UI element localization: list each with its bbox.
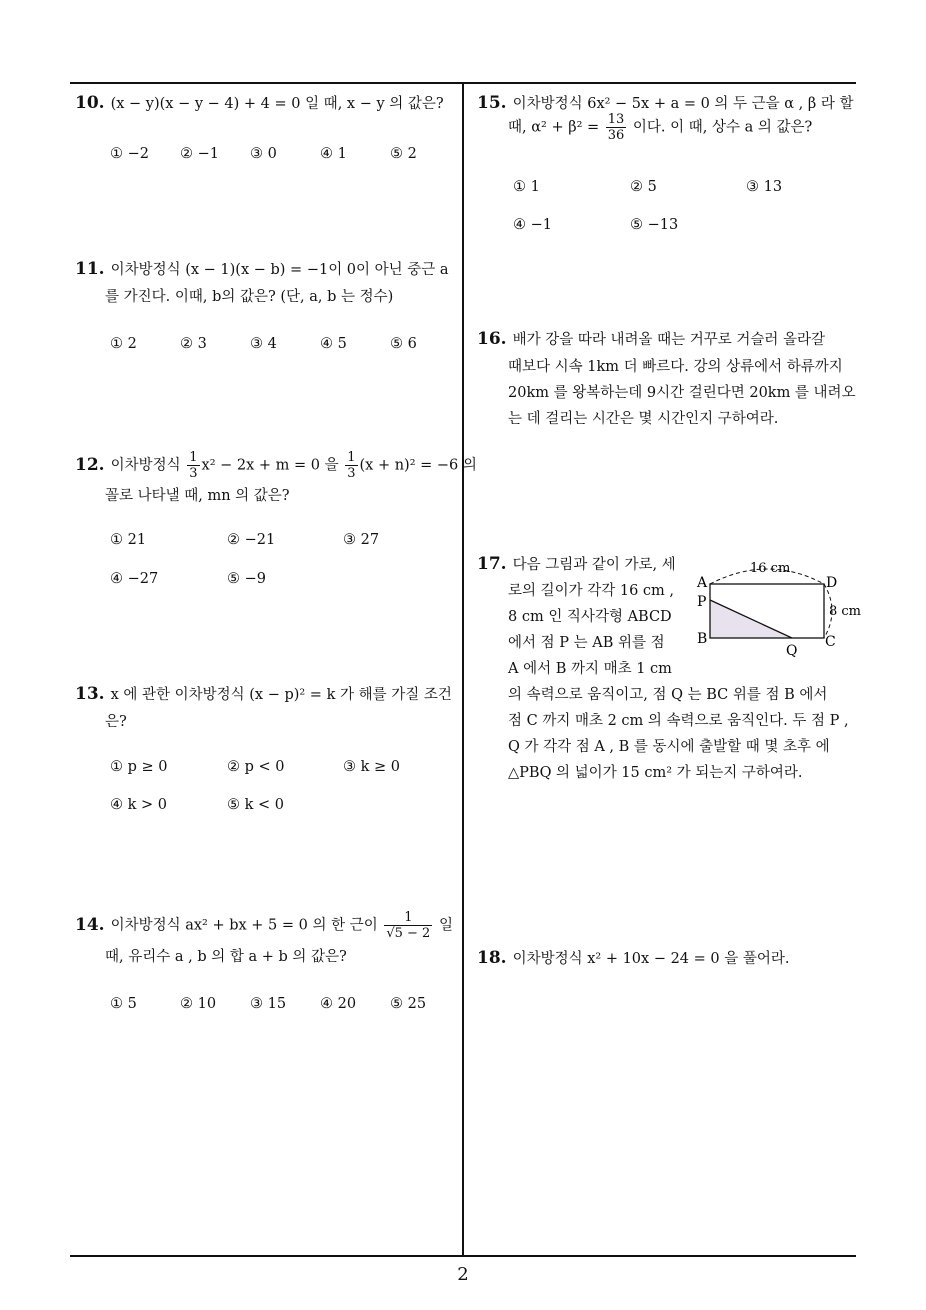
question-number: 15. [477,93,507,113]
option-2[interactable]: ② p < 0 [227,759,285,775]
question-text-line2: 를 가진다. 이때, b의 값은? (단, a, b 는 정수) [105,289,394,305]
fraction-numerator: 1 [384,910,432,926]
question-text-line6: 의 속력으로 움직이고, 점 Q 는 BC 위를 점 B 에서 [508,687,828,703]
question-15 [477,92,854,113]
question-10 [75,92,444,113]
question-text: 이차방정식 x² + 10x − 24 = 0 을 풀어라. [512,951,790,967]
question-text-a: 이차방정식 [110,457,181,474]
option-4[interactable]: ④ −1 [513,217,552,233]
question-text-line2: 은? [105,714,127,730]
option-4[interactable]: ④ k > 0 [110,797,167,813]
label-c: C [825,634,836,650]
option-5[interactable]: ⑤ k < 0 [227,797,284,813]
option-5[interactable]: ⑤ 6 [390,336,417,352]
label-a: A [697,575,708,591]
question-13 [75,683,452,704]
option-2[interactable]: ② 5 [630,179,657,195]
option-2[interactable]: ② −21 [227,532,276,548]
fraction [606,112,627,143]
option-4[interactable]: ④ −27 [110,571,159,587]
question-18 [477,947,789,968]
question-text-line2: 로의 길이가 각각 16 cm , [508,583,675,599]
question-text-line1: 이차방정식 (x − 1)(x − b) = −1이 0이 아닌 중근 a [110,262,449,278]
question-number: 13. [75,684,105,704]
question-number: 16. [477,329,507,349]
question-text-b: 일 [438,917,453,934]
question-text-line2: 꼴로 나타낼 때, mn 의 값은? [105,488,290,504]
option-5[interactable]: ⑤ 2 [390,146,417,162]
option-1[interactable]: ① p ≥ 0 [110,759,168,775]
question-text-b: 이다. 이 때, 상수 a 의 값은? [632,119,813,136]
question-text-line2: 때보다 시속 1km 더 빠르다. 강의 상류에서 하류까지 [508,359,843,375]
fraction [384,910,432,941]
column-divider [462,82,464,1257]
question-text-line4: 는 데 걸리는 시간은 몇 시간인지 구하여라. [508,411,779,427]
option-1[interactable]: ① −2 [110,146,149,162]
question-12 [75,450,477,481]
option-5[interactable]: ⑤ 25 [390,996,427,1012]
question-text-line9: △PBQ 의 넓이가 15 cm² 가 되는지 구하여라. [508,765,803,781]
bottom-rule [70,1255,856,1257]
fraction-denominator: 3 [347,466,356,481]
question-text-line4: 에서 점 P 는 AB 위를 점 [508,635,665,651]
question-number: 11. [75,259,105,279]
question-text-c: (x + n)² = −6 의 [359,457,477,474]
option-3[interactable]: ③ 4 [250,336,277,352]
fraction-numerator: 1 [347,450,356,465]
option-3[interactable]: ③ k ≥ 0 [343,759,400,775]
fraction [187,450,199,481]
question-number: 14. [75,914,105,935]
rectangle-figure [690,556,865,661]
question-number: 10. [75,93,105,113]
option-1[interactable]: ① 21 [110,532,147,548]
question-16 [477,328,825,349]
option-3[interactable]: ③ 15 [250,996,287,1012]
option-2[interactable]: ② 10 [180,996,217,1012]
option-4[interactable]: ④ 5 [320,336,347,352]
label-d: D [826,575,838,591]
question-text-line8: Q 가 각각 점 A , B 를 동시에 출발할 때 몇 초후 에 [508,739,830,755]
question-text-a: 이차방정식 ax² + bx + 5 = 0 의 한 근이 [110,917,378,934]
option-1[interactable]: ① 1 [513,179,540,195]
option-3[interactable]: ③ 27 [343,532,380,548]
fraction-denominator: √5 − 2 [386,926,431,941]
label-p: P [697,594,707,610]
option-2[interactable]: ② 3 [180,336,207,352]
question-text-line3: 20km 를 왕복하는데 9시간 걸린다면 20km 를 내려오 [508,385,856,401]
label-b: B [697,631,708,647]
option-3[interactable]: ③ 13 [746,179,783,195]
option-4[interactable]: ④ 20 [320,996,357,1012]
option-1[interactable]: ① 5 [110,996,137,1012]
question-text-line2 [508,112,812,143]
question-text-b: x² − 2x + m = 0 을 [201,457,339,474]
question-text-line2: 때, 유리수 a , b 의 합 a + b 의 값은? [105,949,347,965]
question-number: 17. [477,554,507,574]
option-5[interactable]: ⑤ −9 [227,571,266,587]
question-number: 12. [75,454,105,475]
fraction-denominator: 3 [189,466,198,481]
fraction-numerator: 13 [607,112,625,127]
label-width: 16 cm [750,561,791,576]
option-1[interactable]: ① 2 [110,336,137,352]
option-3[interactable]: ③ 0 [250,146,277,162]
page-number: 2 [457,1264,469,1285]
question-text-line3: 8 cm 인 직사각형 ABCD [508,609,672,625]
fraction [345,450,357,481]
option-5[interactable]: ⑤ −13 [630,217,679,233]
question-text-line5: A 에서 B 까지 매초 1 cm [508,661,672,677]
question-text-line1: x 에 관한 이차방정식 (x − p)² = k 가 해를 가질 조건 [110,687,452,703]
question-text-line1: 이차방정식 6x² − 5x + a = 0 의 두 근을 α , β 라 할 [512,96,854,112]
label-q: Q [786,643,798,659]
option-4[interactable]: ④ 1 [320,146,347,162]
fraction-denominator: 36 [607,128,625,143]
question-text-a: 때, α² + β² = [508,119,600,136]
question-14 [75,910,453,941]
question-text-line1: 다음 그림과 같이 가로, 세 [512,557,676,573]
question-17 [477,553,676,574]
option-2[interactable]: ② −1 [180,146,219,162]
label-height: 8 cm [829,604,862,619]
fraction-numerator: 1 [189,450,198,465]
question-text-line1: 배가 강을 따라 내려올 때는 거꾸로 거슬러 올라갈 [512,332,825,348]
question-text: (x − y)(x − y − 4) + 4 = 0 일 때, x − y 의 값은? [110,96,444,112]
question-number: 18. [477,948,507,968]
question-text-line7: 점 C 까지 매초 2 cm 의 속력으로 움직인다. 두 점 P , [508,713,849,729]
question-11 [75,258,449,279]
